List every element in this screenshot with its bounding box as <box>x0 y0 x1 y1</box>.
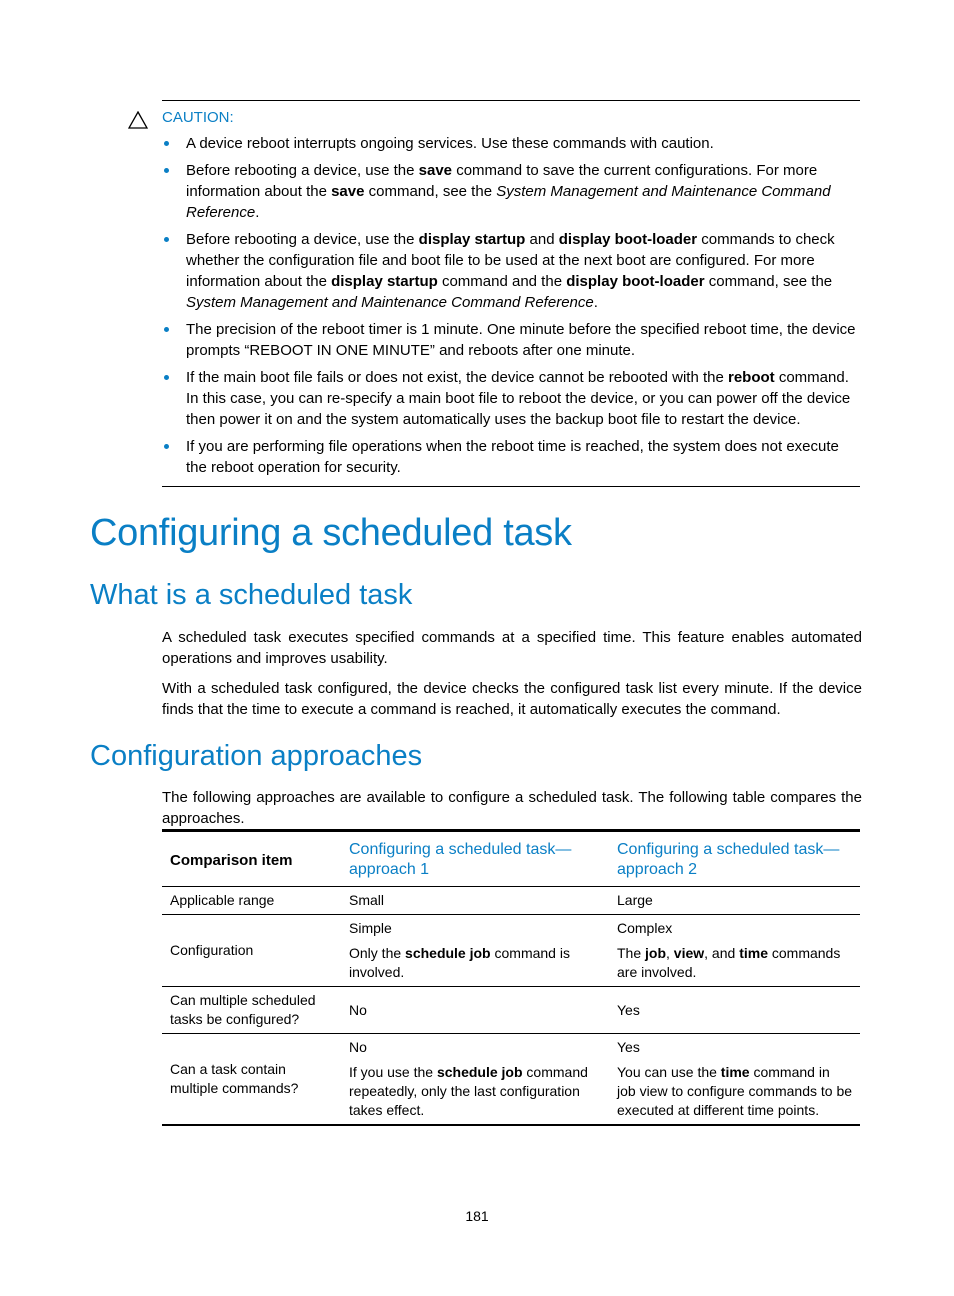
table-row <box>162 987 860 1034</box>
paragraph: A scheduled task executes specified commands at a specified time. This feature enables automated operations and improves usability. <box>162 629 862 667</box>
table-cell: No <box>349 1001 367 1018</box>
list-item: A device reboot interrupts ongoing services. Use these commands with caution. <box>162 133 860 154</box>
table-cell: Simple Only the schedule job command is involved. <box>349 920 570 980</box>
table-header-row <box>162 831 860 887</box>
table-header-cell <box>609 831 860 887</box>
list-item: Before rebooting a device, use the display startup and display boot-loader commands to check whether the configuration file and boot file to be used at the next boot are configured. For more information about the display startup command and the display boot-loader command, see the System Management and Maintenance Command Reference. <box>162 229 860 313</box>
warning-triangle-icon <box>128 111 148 129</box>
table-cell: Yes <box>617 1001 640 1018</box>
caution-title: CAUTION: <box>162 109 234 126</box>
approach-1-link[interactable]: Configuring a scheduled task—approach 1 <box>349 841 572 878</box>
list-item: If you are performing file operations when the reboot time is reached, the system does not execute the reboot operation for security. <box>162 436 860 478</box>
list-item: Before rebooting a device, use the save command to save the current configurations. For more information about the save command, see the System Management and Maintenance Command Reference. <box>162 160 860 223</box>
table-cell: No If you use the schedule job command repeatedly, only the last configuration takes effect. <box>349 1039 588 1118</box>
caution-box <box>162 100 860 487</box>
page-title: Configuring a scheduled task <box>90 512 572 554</box>
section-heading-what-is: What is a scheduled task <box>90 579 413 611</box>
approach-2-link[interactable]: Configuring a scheduled task—approach 2 <box>617 841 840 878</box>
list-item: If the main boot file fails or does not exist, the device cannot be rebooted with the reboot command. In this case, you can re-specify a main boot file to reboot the device, or you can power off the device then power it on and the system automatically uses the backup boot file to restart the device. <box>162 367 860 430</box>
list-item: The precision of the reboot timer is 1 minute. One minute before the specified reboot time, the device prompts “REBOOT IN ONE MINUTE” and reboots after one minute. <box>162 319 860 361</box>
table-cell: Complex The job, view, and time commands are involved. <box>617 920 841 980</box>
section-heading-approaches: Configuration approaches <box>90 740 423 772</box>
page-number: 181 <box>465 1208 489 1224</box>
table-row <box>162 915 860 987</box>
table-header-cell: Comparison item <box>162 831 341 887</box>
paragraph: The following approaches are available to configure a scheduled task. The following table compares the approaches. <box>162 789 862 827</box>
table-cell: Can a task contain multiple commands? <box>170 1061 299 1096</box>
comparison-table <box>162 829 860 1126</box>
table-row <box>162 887 860 915</box>
table-row <box>162 1034 860 1126</box>
caution-list <box>162 133 860 478</box>
table-header-cell <box>341 831 609 887</box>
paragraph: With a scheduled task configured, the device checks the configured task list every minute. If the device finds that the time to execute a command is reached, it automatically executes the command. <box>162 680 862 718</box>
table-cell: Applicable range <box>170 892 275 908</box>
table-cell: Small <box>349 892 385 908</box>
table-cell: Yes You can use the time command in job view to configure commands to be executed at different time points. <box>617 1039 853 1118</box>
table-cell: Can multiple scheduled tasks be configured? <box>170 992 316 1027</box>
table-cell: Large <box>617 892 653 908</box>
table-cell: Configuration <box>170 942 254 958</box>
